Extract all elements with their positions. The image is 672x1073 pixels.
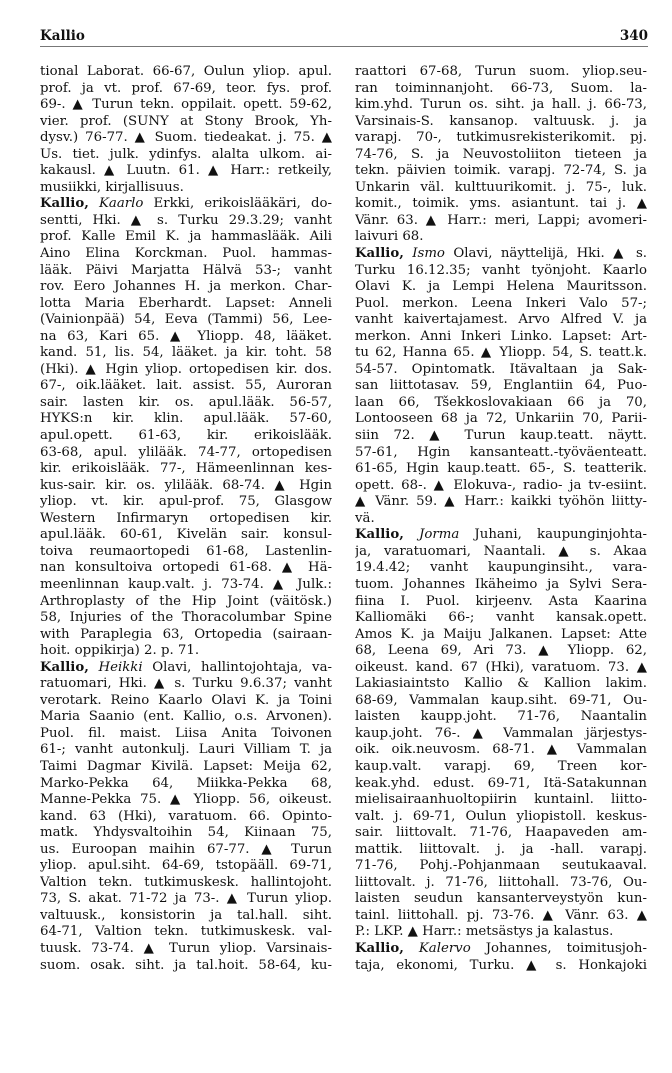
text-line: tu 62, Hanna 65. ▲ Yliopp. 54, S. teatt.k. bbox=[355, 345, 647, 361]
text-line: taja, ekonomi, Turku. ▲ s. Honkajoki bbox=[355, 957, 647, 973]
text-line: kand. 51, lis. 54, lääket. ja kir. toht. 58 bbox=[40, 345, 332, 361]
text-line: (Vainionpää) 54, Eeva (Tammi) 56, Lee- bbox=[40, 312, 332, 328]
text-line: 58, Injuries of the Thoracolumbar Spine bbox=[40, 610, 332, 626]
text-line: lotta Maria Eberhardt. Lapset: Anneli bbox=[40, 295, 332, 311]
right-column bbox=[355, 64, 647, 974]
text-line: Us. tiet. julk. ydinfys. alalta ulkom. ai- bbox=[40, 146, 332, 162]
text-line: kaup.valt. varapj. 69, Treen kor- bbox=[355, 758, 647, 774]
text-line: Maria Saanio (ent. Kallio, o.s. Arvonen). bbox=[40, 709, 332, 725]
text-line: fiina I. Puol. kirjeenv. Asta Kaarina bbox=[355, 593, 647, 609]
text-line: prof. ja vt. prof. 67-69, teor. fys. prof. bbox=[40, 80, 332, 96]
text-line: valtuusk., konsistorin ja tal.hall. siht. bbox=[40, 907, 332, 923]
text-line: kaup.joht. 76-. ▲ Vammalan järjestys- bbox=[355, 725, 647, 741]
text-line: sentti, Hki. ▲ s. Turku 29.3.29; vanht bbox=[40, 212, 332, 228]
text-line: Vänr. 63. ▲ Harr.: meri, Lappi; avomeri- bbox=[355, 212, 647, 228]
text-line: vier. prof. (SUNY at Stony Brook, Yh- bbox=[40, 113, 332, 129]
text-line: raattori 67-68, Turun suom. yliop.seu- bbox=[355, 64, 647, 79]
text-line: sair. lasten kir. os. apul.lääk. 56-57, bbox=[40, 394, 332, 410]
text-line: kand. 63 (Hki), varatuom. 66. Opinto- bbox=[40, 808, 332, 824]
text-line: 61-65, Hgin kaup.teatt. 65-, S. teatterik. bbox=[355, 461, 647, 477]
header-rule bbox=[40, 46, 648, 47]
text-line: Unkarin väl. kulttuurikomit. j. 75-, luk. bbox=[355, 179, 647, 195]
text-line: suom. osak. siht. ja tal.hoit. 58-64, ku- bbox=[40, 957, 332, 973]
text-line: P.: LKP. ▲ Harr.: metsästys ja kalastus. bbox=[355, 924, 614, 940]
text-line: oikeust. kand. 67 (Hki), varatuom. 73. ▲ bbox=[355, 659, 647, 675]
text-line: Arthroplasty of the Hip Joint (väitösk.) bbox=[40, 593, 332, 609]
text-line: komit., toimik. yms. asiantunt. tai j. ▲ bbox=[355, 196, 647, 212]
text-line: laisten kaupp.joht. 71-76, Naantalin bbox=[355, 709, 647, 725]
text-line: laivuri 68. bbox=[355, 229, 424, 245]
text-line: Puol. merkon. Leena Inkeri Valo 57-; bbox=[355, 295, 647, 311]
text-line: prof. Kalle Emil K. ja hammaslääk. Aili bbox=[40, 229, 332, 245]
text-line: 19.4.42; vanht kaupunginsiht., vara- bbox=[355, 560, 647, 576]
text-line: Kallio, Kalervo Johannes, toimitusjoh- bbox=[355, 940, 647, 956]
text-line: ran toiminnanjoht. 66-73, Suom. la- bbox=[355, 80, 647, 96]
text-line: Varsinais-S. kansanop. valtuusk. j. ja bbox=[355, 113, 647, 129]
text-line: Lakiasiaintsto Kallio & Kallion lakim. bbox=[355, 676, 647, 692]
text-line: Amos K. ja Maiju Jalkanen. Lapset: Atte bbox=[355, 626, 647, 642]
text-line: tuusk. 73-74. ▲ Turun yliop. Varsinais- bbox=[40, 940, 332, 956]
text-line: kim.yhd. Turun os. siht. ja hall. j. 66-73, bbox=[355, 97, 647, 113]
text-line: HYKS:n kir. klin. apul.lääk. 57-60, bbox=[40, 411, 332, 427]
text-line: 68, Leena 69, Ari 73. ▲ Yliopp. 62, bbox=[355, 643, 647, 659]
text-line: san liittotasav. 59, Englantiin 64, Puo- bbox=[355, 378, 647, 394]
text-line: Kalliomäki 66-; vanht kansak.opett. bbox=[355, 610, 647, 626]
text-line: oik. oik.neuvosm. 68-71. ▲ Vammalan bbox=[355, 742, 647, 758]
text-line: Valtion tekn. tutkimuskesk. hallintojoht. bbox=[40, 874, 332, 890]
text-line: Lontooseen 68 ja 72, Unkariin 70, Parii- bbox=[355, 411, 647, 427]
text-line: 61-; vanht autonkulj. Lauri Villiam T. ja bbox=[40, 742, 332, 758]
text-line: liittovalt. j. 71-76, liittohall. 73-76, Ou- bbox=[355, 874, 647, 890]
text-line: tuom. Johannes Ikäheimo ja Sylvi Sera- bbox=[355, 576, 647, 592]
text-line: mielisairaanhuoltopiirin kuntainl. liitto- bbox=[355, 792, 647, 808]
text-line: ▲ Vänr. 59. ▲ Harr.: kaikki työhön liitty- bbox=[355, 494, 647, 510]
text-line: 64-71, Valtion tekn. tutkimuskesk. val- bbox=[40, 924, 332, 940]
text-line: 63-68, apul. ylilääk. 74-77, ortopedisen bbox=[40, 444, 332, 460]
text-line: musiikki, kirjallisuus. bbox=[40, 179, 184, 195]
text-line: laisten seudun kansanterveystyön kun- bbox=[355, 891, 647, 907]
text-line: Manne-Pekka 75. ▲ Yliopp. 56, oikeust. bbox=[40, 792, 332, 808]
text-line: toiva reumaortopedi 61-68, Lastenlin- bbox=[40, 543, 332, 559]
text-line: (Hki). ▲ Hgin yliop. ortopedisen kir. dos. bbox=[40, 361, 332, 377]
text-line: valt. j. 69-71, Oulun yliopistoll. keskus- bbox=[355, 808, 647, 824]
text-line: merkon. Anni Inkeri Linko. Lapset: Art- bbox=[355, 328, 647, 344]
left-column bbox=[40, 64, 332, 974]
text-line: mattik. liittovalt. j. ja -hall. varapj. bbox=[355, 841, 647, 857]
text-line: Kallio, Jorma Juhani, kaupunginjohta- bbox=[355, 527, 647, 543]
text-line: Taimi Dagmar Kivilä. Lapset: Meija 62, bbox=[40, 758, 332, 774]
text-line: kir. erikoislääk. 77-, Hämeenlinnan kes- bbox=[40, 461, 332, 477]
text-line: keak.yhd. edust. 69-71, Itä-Satakunnan bbox=[355, 775, 647, 791]
text-line: sair. liittovalt. 71-76, Haapaveden am- bbox=[355, 825, 647, 841]
text-line: Puol. fil. maist. Liisa Anita Toivonen bbox=[40, 725, 332, 741]
text-line: 69-. ▲ Turun tekn. oppilait. opett. 59-62, bbox=[40, 97, 332, 113]
text-line: varapj. 70-, tutkimusrekisterikomit. pj. bbox=[355, 130, 647, 146]
text-line: Turku 16.12.35; vanht työnjoht. Kaarlo bbox=[355, 262, 647, 278]
text-line: us. Euroopan maihin 67-77. ▲ Turun bbox=[40, 841, 332, 857]
text-line: nan konsultoiva ortopedi 61-68. ▲ Hä- bbox=[40, 560, 332, 576]
text-line: 67-, oik.lääket. lait. assist. 55, Auroran bbox=[40, 378, 332, 394]
text-line: 71-76, Pohj.-Pohjanmaan seutukaaval. bbox=[355, 858, 647, 874]
text-line: 57-61, Hgin kansanteatt.-työväenteatt. bbox=[355, 444, 647, 460]
text-line: Kallio, Kaarlo Erkki, erikoislääkäri, do- bbox=[40, 196, 332, 212]
text-line: hoit. oppikirja) 2. p. 71. bbox=[40, 643, 200, 659]
text-line: apul.lääk. 60-61, Kivelän sair. konsul- bbox=[40, 527, 332, 543]
text-line: 73, S. akat. 71-72 ja 73-. ▲ Turun yliop. bbox=[40, 891, 332, 907]
text-line: tional Laborat. 66-67, Oulun yliop. apul. bbox=[40, 64, 332, 79]
text-line: apul.opett. 61-63, kir. erikoislääk. bbox=[40, 428, 332, 444]
text-line: vanht kaivertajamest. Arvo Alfred V. ja bbox=[355, 312, 647, 328]
page-number: 340 bbox=[619, 28, 648, 44]
text-line: siin 72. ▲ Turun kaup.teatt. näytt. bbox=[355, 428, 647, 444]
text-line: 68-69, Vammalan kaup.siht. 69-71, Ou- bbox=[355, 692, 647, 708]
text-line: 54-57. Opintomatk. Itävaltaan ja Sak- bbox=[355, 361, 647, 377]
text-line: Kallio, Ismo Olavi, näyttelijä, Hki. ▲ s. bbox=[355, 246, 647, 262]
text-line: laan 66, Tšekkoslovakiaan 66 ja 70, bbox=[355, 394, 647, 410]
text-line: Marko-Pekka 64, Miikka-Pekka 68, bbox=[40, 775, 332, 791]
text-line: tainl. liittohall. pj. 73-76. ▲ Vänr. 63. ▲ bbox=[355, 907, 647, 923]
text-line: opett. 68-. ▲ Elokuva-, radio- ja tv-esiint. bbox=[355, 477, 647, 493]
text-line: with Paraplegia 63, Ortopedia (sairaan- bbox=[40, 626, 332, 642]
running-headword: Kallio bbox=[40, 28, 85, 44]
text-line: yliop. vt. kir. apul-prof. 75, Glasgow bbox=[40, 494, 332, 510]
text-line: dysv.) 76-77. ▲ Suom. tiedeakat. j. 75. ▲ bbox=[40, 130, 332, 146]
text-line: kus-sair. kir. os. ylilääk. 68-74. ▲ Hgin bbox=[40, 477, 332, 493]
text-line: matk. Yhdysvaltoihin 54, Kiinaan 75, bbox=[40, 825, 332, 841]
text-line: Western Infirmaryn ortopedisen kir. bbox=[40, 510, 332, 526]
text-line: lääk. Päivi Marjatta Hälvä 53-; vanht bbox=[40, 262, 332, 278]
text-line: ratuomari, Hki. ▲ s. Turku 9.6.37; vanht bbox=[40, 676, 332, 692]
text-line: Olavi K. ja Lempi Helena Mauritsson. bbox=[355, 279, 647, 295]
text-line: rov. Eero Johannes H. ja merkon. Char- bbox=[40, 279, 332, 295]
text-line: meenlinnan kaup.valt. j. 73-74. ▲ Julk.: bbox=[40, 576, 332, 592]
text-line: Kallio, Heikki Olavi, hallintojohtaja, va- bbox=[40, 659, 332, 675]
running-head bbox=[40, 28, 648, 48]
text-line: yliop. apul.siht. 64-69, tstopääll. 69-71, bbox=[40, 858, 332, 874]
text-line: Aino Elina Korckman. Puol. hammas- bbox=[40, 246, 332, 262]
text-line: ja, varatuomari, Naantali. ▲ s. Akaa bbox=[355, 543, 647, 559]
text-line: tekn. päivien toimik. varapj. 72-74, S. ja bbox=[355, 163, 647, 179]
text-line: na 63, Kari 65. ▲ Yliopp. 48, lääket. bbox=[40, 328, 332, 344]
text-line: 74-76, S. ja Neuvostoliiton tieteen ja bbox=[355, 146, 647, 162]
text-line: kakausl. ▲ Luutn. 61. ▲ Harr.: retkeily, bbox=[40, 163, 332, 179]
text-line: verotark. Reino Kaarlo Olavi K. ja Toini bbox=[40, 692, 332, 708]
text-line: vä. bbox=[355, 510, 375, 526]
